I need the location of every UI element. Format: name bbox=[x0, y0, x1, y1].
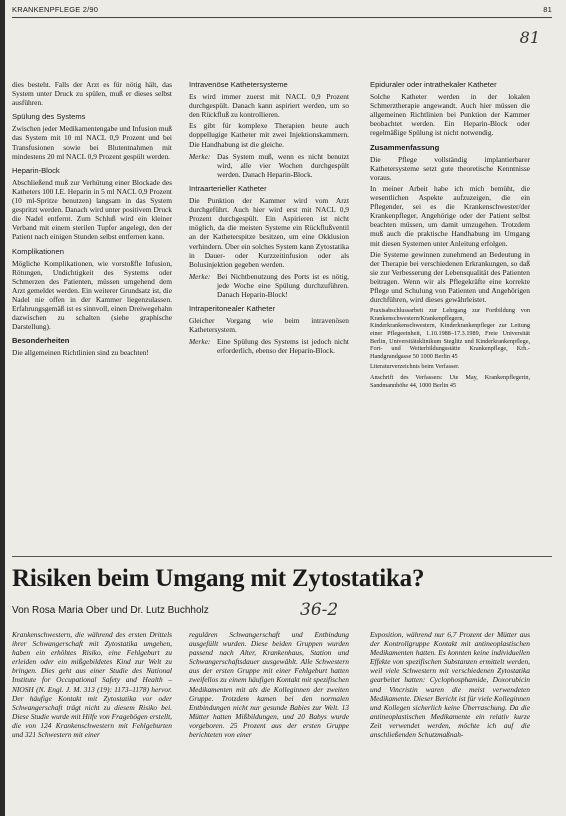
intro-paragraph: Krankenschwestern, die während des ersten Drittels ihrer Schwangerschaft mit Zytostatika umgehen, haben ein erhöhtes Risiko, eine Fehlgeburt zu erleiden oder ein mißgebildetes Kind zur Welt zu bringen. Dies geht aus einer Studie des National Institute for Occupational Safety and Health – NIOSH (N. Engl. J. M. 313 (19): 1173–1178) hervor. Der häufige Kontakt mit Zytostatika vor oder Schwangerschaft trägt nicht zu diesem Risiko bei. Diese Studie wurde mit Hilfe von Fragebögen erstellt, die von 124 Krankenschwestern mit Fehlgeburten und 321 Schwestern mit einer bbox=[12, 630, 172, 740]
author-address: Anschrift des Verfassers: Ute May, Krankenpflegerin, Sandmannhöhe 44, 1000 Berlin 45 bbox=[370, 373, 530, 389]
paragraph: Die allgemeinen Richtlinien sind zu beachten! bbox=[12, 348, 149, 358]
header-rule bbox=[12, 17, 552, 18]
paragraph: Die Punktion der Kammer wird vom Arzt durchgeführt. Auch hier wird erst mit NACL 0,9 Prozent durchgespült. Ein Aspirieren ist nicht möglich, da die meisten Systeme ein Rückflußventil an der Katheterspitze besitzen, um eine Okklusion verhindern. Über ein solches System kann Zytostatika in Dauer- oder Kurzzeitinfusion oder als Bolusinjektion gegeben werden. bbox=[189, 196, 349, 269]
paragraph: Solche Katheter werden in der lokalen Schmerztherapie angewandt. Auch hier müssen die allgemeinen Richtlinien bei Punktion der Kammer beobachtet werden. Ein Heparin-Block oder regelmäßige Spülung ist nicht notwendig. bbox=[370, 92, 530, 138]
merke-text: Bei Nichtbenutzung des Ports ist es nötig, jede Woche eine Spülung durchzuführen. Danach Heparin-Block! bbox=[217, 271, 349, 299]
page-number: 81 bbox=[543, 5, 552, 14]
handwritten-page-note: 81 bbox=[519, 28, 540, 47]
merke-text: Das System muß, wenn es nicht benutzt wird, alle vier Wochen durchgespült werden. Danach Heparin-Block. bbox=[217, 151, 349, 179]
subheading: Epiduraler oder intrathekaler Katheter bbox=[370, 80, 497, 89]
subheading: Intravenöse Kathetersysteme bbox=[189, 80, 288, 89]
intro-column-3 bbox=[370, 630, 530, 810]
paragraph: Gleicher Vorgang wie beim intravenösen Kathetersystem. bbox=[189, 316, 349, 335]
subheading: Komplikationen bbox=[12, 246, 64, 256]
paragraph: Die Pflege vollständig implantierbarer Kathetersysteme setzt gute theoretische Kenntnisse voraus. bbox=[370, 154, 530, 182]
paragraph: Es gibt für komplexe Therapien heute auch doppellugige Katheter mit zwei Injektionskammern. Die Handhabung ist die gleiche. bbox=[189, 121, 349, 149]
article-authors: Von Rosa Maria Ober und Dr. Lutz Buchholz bbox=[12, 605, 209, 616]
paragraph: dies besteht. Falls der Arzt es für nötig hält, das System unter Druck zu spülen, muß er dieses selbst ausführen. bbox=[12, 80, 172, 108]
merke-text: Eine Spülung des Systems ist jedoch nicht erforderlich, ebenso der Heparin-Block. bbox=[217, 337, 349, 356]
subheading: Heparin-Block bbox=[12, 165, 60, 175]
scan-edge bbox=[0, 0, 5, 816]
paragraph: Abschließend muß zur Verhütung einer Blockade des Katheters 100 I.E. Heparin in 5 ml NACL 0,9 Prozent (10 ml-Spritze benutzen) langsam in das System gespritzt werden. Danach wird unter positivem Druck die Nadel entfernt. Zum Schluß wird ein kleiner Verband mit einem sterilen Tupfer angelegt, den der Patient nach einigen Stunden selbst entfernen kann. bbox=[12, 177, 172, 242]
paragraph: Zwischen jeder Medikamentengabe und Infusion muß das System mit 10 ml NACL 0,9 Prozent und bei Transfusionen sowie bei Blutentnahmen mit mindestens 20 ml NACL 0,9 Prozent gespült werden. bbox=[12, 124, 172, 161]
merke-label: Merke: bbox=[189, 271, 211, 281]
section-rule bbox=[12, 556, 552, 557]
intro-column-1 bbox=[12, 630, 172, 810]
merke-label: Merke: bbox=[189, 151, 211, 161]
paragraph: Mögliche Komplikationen, wie vorstoßfle Infusion, Rötungen, Undichtigkeit des Systems oder Schmerzen des Patienten, müssen umgehend dem Arzt gemeldet werden. Ein weiterer Grundsatz ist, die Nadel nie offen in der Kammer liegenzulassen. Erfahrungsgemäß ist es sinnvoll, einen Dreiwegehahn dazwischen zu schalten (siehe graphische Darstellung). bbox=[12, 258, 172, 332]
column-2 bbox=[189, 80, 349, 550]
merke-note bbox=[189, 272, 349, 299]
column-1 bbox=[12, 80, 172, 550]
column-3 bbox=[370, 80, 530, 550]
subheading: Zusammenfassung bbox=[370, 142, 440, 152]
subheading: Besonderheiten bbox=[12, 336, 70, 346]
journal-name: KRANKENPFLEGE 2/90 bbox=[12, 5, 99, 14]
subheading: Intraperitonealer Katheter bbox=[189, 304, 276, 314]
paragraph: Es wird immer zuerst mit NACL 0,9 Prozent durchgespült. Danach kann aspiriert werden, um so den Rückfluß zu kontrollieren. bbox=[189, 92, 349, 120]
paragraph: Die Systeme gewinnen zunehmend an Bedeutung in der Therapie bei verschiedenen Erkrankungen, so daß sie zur Verbesserung der Lebensqualität des Patienten beitragen. Wenn wir als Pflegekräfte eine korrekte Pflege und Schulung von Patienten und Angehörigen durchführen, wird dieses gewährleistet. bbox=[370, 249, 530, 305]
paragraph: In meiner Arbeit habe ich mich bemüht, die wesentlichen Aspekte aufzuzeigen, die ein Pflegender, sei es die Krankenschwester/der Krankenpfleger, Angehörige oder der Patient selbst beachten müssen, um damit umzugehen. Trotzdem muß auch die praktische Handhabung im Umgang mit diesen Systemen unter Anleitung erfolgen. bbox=[370, 183, 530, 248]
subheading: Intraarterieller Katheter bbox=[189, 183, 267, 193]
intro-column-2 bbox=[189, 630, 349, 810]
merke-note bbox=[189, 337, 349, 355]
subheading: Spülung des Systems bbox=[12, 112, 86, 122]
article-title: Risiken beim Umgang mit Zytostatika? bbox=[12, 565, 425, 592]
merke-note bbox=[189, 152, 349, 179]
handwritten-note: 36-2 bbox=[300, 600, 339, 620]
reference-note: Literaturverzeichnis beim Verfasser. bbox=[370, 363, 460, 371]
intro-paragraph: regulären Schwangerschaft und Entbindung ausgefüllt wurden. Diese beiden Gruppen wurden passend nach Alter, Krankenhaus, Station und Schwangerschaftsdauer ausgewählt. Alle Schwestern aus der ersten Gruppe mit einer Fehlgeburt hatten zweifellos zu einem häufigen Kontakt mit spezifischen Medikamenten mit als die Kolleginnen der zweiten Gruppe. Trotzdem kamen bei den normalen Entbindungen nicht nur gesunde Babies zur Welt. 13 Mütter hatten Mißbildungen, und 20 Babys wurde vorgeboren. 25 Prozent aus der ersten Gruppe berichteten von einer bbox=[189, 630, 349, 740]
merke-label: Merke: bbox=[189, 337, 211, 347]
intro-paragraph: Exposition, während nur 6,7 Prozent der Mütter aus der Kontrollgruppe Kontakt mit antineoplastischen Medikamenten hatten. Es konnten keine individuellen Effekte von spezifischen Substanzen ermittelt werden, weil viele Schwestern mit verschiedenen Zytostatika gearbeitet hatten: Cyclophosphamide, Doxorubicin und Vincristin waren die meist verwendeten Medikamente. Dieser Bericht ist für viele Kolleginnen und Kollegen sicherlich keine Überraschung. Da die antineoplastischen Medikamente ein relativ kurze Zeit verwendet werden, möchte ich auf die anschließenden Schutzmaßnah- bbox=[370, 630, 530, 740]
reference-note: Praxisabschlussarbeit zur Lehrgang zur Fortbildung von Krankenschwestern/Krankenpflegern, Kinderkrankenschwestern, Kinderkrankenpfleger zur Leitung einer Pflegeeinheit, 1.10.1988–17.3.1989, Freie Universität Berlin, Universitätsklinikum Steglitz und Kinderkrankenpflege, Fort- und Weiterbildungsstätte Krankenpflege, Krh.-Handgrundgasse 50 1000 Berlin 45 bbox=[370, 307, 530, 360]
page-header bbox=[12, 3, 552, 15]
